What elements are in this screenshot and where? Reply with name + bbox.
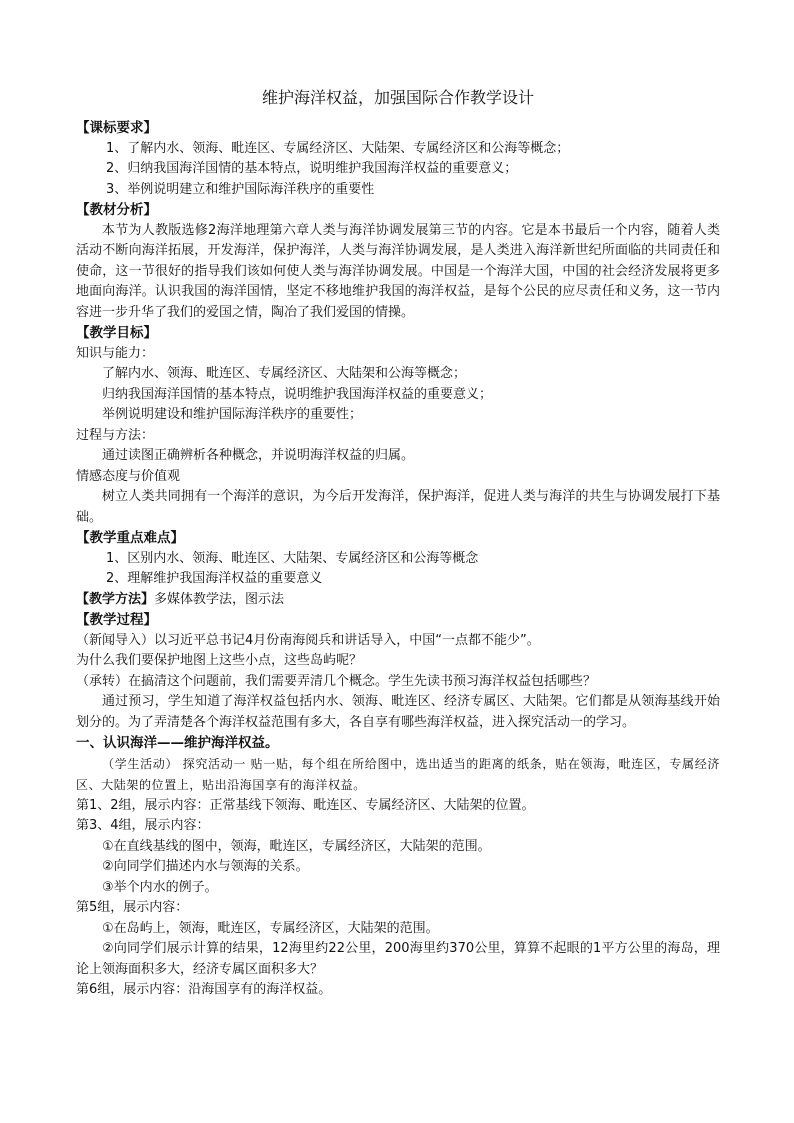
group-5-item: ②向同学们展示计算的结果，12海里约22公里，200海里约370公里，算算不起眼的1平方公里的海岛，理论上领海面积多大，经济专属区面积多大？ (76, 941, 720, 977)
part1-heading: 一、认识海洋——维护海洋权益。 (76, 735, 279, 751)
analysis-paragraph: 本节为人教版选修2海洋地理第六章人类与海洋协调发展第三节的内容。它是本书最后一个内容，随着人类活动不断向海洋拓展，开发海洋，保护海洋，人类与海洋协调发展，是人类进入海洋新世纪所面临的共同责任和使命，这一节很好的指导我们该如何使人类与海洋协调发展。中国是一个海洋大国，中国的社会经济发展将更多地面向海洋。认识我国的海洋国情，坚定不移地维护我国的海洋权益，是每个公民的应尽责任和义务，这一节内容进一步升华了我们的爱国之情，陶冶了我们爱国的情操。 (76, 222, 720, 320)
section-heading-method: 【教学方法】 (76, 591, 155, 607)
section-heading-process: 【教学过程】 (76, 612, 157, 628)
process-preview: 通过预习，学生知道了海洋权益包括内水、领海、毗连区、经济专属区、大陆架。它们都是从领海基线开始划分的。为了弄清楚各个海洋权益范围有多大，各自享有哪些海洋权益，进入探究活动一的学习。 (76, 694, 720, 730)
section-heading-analysis: 【教材分析】 (76, 202, 157, 218)
group-5-item: ①在岛屿上，领海，毗连区，专属经济区，大陆架的范围。 (102, 920, 439, 936)
process-intro: （新闻导入）以习近平总书记4月份南海阅兵和讲话导入，中国“一点都不能少”。 (76, 632, 540, 648)
group-1-2: 第1、2组，展示内容：正常基线下领海、毗连区、专属经济区、大陆架的位置。 (76, 797, 535, 813)
group-3-4-item: ②向同学们描述内水与领海的关系。 (102, 859, 309, 874)
section-heading-curriculum: 【课标要求】 (76, 120, 157, 136)
group-3-4-item: ①在直线基线的图中，领海，毗连区，专属经济区，大陆架的范围。 (102, 838, 491, 854)
knowledge-item: 举例说明建设和维护国际海洋秩序的重要性； (102, 407, 363, 422)
student-activity: （学生活动） 探究活动一 贴一贴，每个组在所给图中，选出适当的距离的纸条，贴在领海，毗连区，专属经济区、大陆架的位置上，贴出沿海国享有的海洋权益。 (76, 756, 720, 792)
group-3-4-item: ③举个内水的例子。 (102, 879, 218, 895)
knowledge-item: 了解内水、领海、毗连区、专属经济区、大陆架和公海等概念； (102, 366, 467, 381)
document-page (76, 86, 720, 1001)
method-line (76, 590, 720, 611)
process-label: 过程与方法： (76, 427, 155, 443)
group-3-4-label: 第3、4组，展示内容： (76, 818, 210, 833)
group-5-label: 第5组，展示内容： (76, 900, 189, 915)
curriculum-item: 3、举例说明建立和维护国际海洋秩序的重要性 (106, 181, 375, 197)
curriculum-item: 2、归纳我国海洋国情的基本特点，说明维护我国海洋权益的重要意义； (106, 161, 518, 176)
document-title: 维护海洋权益，加强国际合作教学设计 (261, 88, 534, 107)
knowledge-label: 知识与能力： (76, 345, 155, 361)
process-question: 为什么我们要保护地图上这些小点，这些岛屿呢？ (76, 653, 363, 668)
section-heading-goals: 【教学目标】 (76, 325, 157, 341)
keypoint-item: 2、理解维护我国海洋权益的重要意义 (106, 571, 323, 586)
knowledge-item: 归纳我国海洋国情的基本特点，说明维护我国海洋权益的重要意义； (102, 386, 493, 402)
emotion-text: 树立人类共同拥有一个海洋的意识，为今后开发海洋，保护海洋，促进人类与海洋的共生与协调发展打下基础。 (76, 489, 720, 525)
process-text: 通过读图正确辨析各种概念，并说明海洋权益的归属。 (102, 448, 415, 463)
emotion-label: 情感态度与价值观 (76, 468, 181, 484)
section-heading-keypoints: 【教学重点难点】 (76, 530, 184, 546)
method-text: 多媒体教学法，图示法 (154, 591, 285, 607)
keypoint-item: 1、区别内水、领海、毗连区、大陆架、专属经济区和公海等概念 (106, 550, 479, 566)
process-transition: （承转）在搞清这个问题前，我们需要弄清几个概念。学生先读书预习海洋权益包括哪些？ (76, 673, 597, 689)
curriculum-item: 1、了解内水、领海、毗连区、专属经济区、大陆架、专属经济区和公海等概念； (106, 140, 570, 156)
group-6: 第6组，展示内容：沿海国享有的海洋权益。 (76, 982, 332, 997)
